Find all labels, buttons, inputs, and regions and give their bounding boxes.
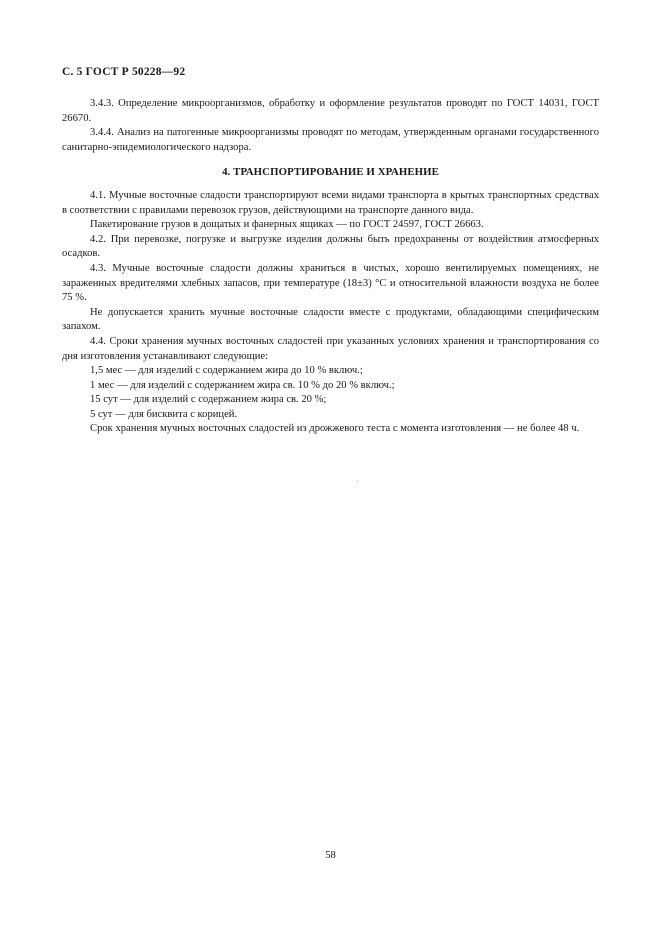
paragraph-packaging: Пакетирование грузов в дощатых и фанерных ящиках — по ГОСТ 24597, ГОСТ 26663.: [90, 219, 484, 231]
running-header: С. 5 ГОСТ Р 50228—92: [62, 66, 186, 78]
shelf-life-item: 1 мес — для изделий с содержанием жира св. 10 % до 20 % включ.;: [90, 379, 395, 391]
shelf-life-item: 1,5 мес — для изделий с содержанием жира до 10 % включ.;: [90, 365, 363, 377]
shelf-life-item: 15 сут — для изделий с содержанием жира св. 20 %;: [90, 394, 327, 406]
paragraph-3-4-4: 3.4.4. Анализ на патогенные микроорганизмы проводят по методам, утвержденным органами государственного санитарно-эпидемиологического надзора.: [62, 127, 599, 153]
paragraph-4-2: 4.2. При перевозке, погрузке и выгрузке изделия должны быть предохранены от воздействия атмосферных осадков.: [62, 233, 599, 260]
section-heading: 4. ТРАНСПОРТИРОВАНИЕ И ХРАНЕНИЕ: [222, 166, 439, 179]
paragraph-3-4-3: 3.4.3. Определение микроорганизмов, обработку и оформление результатов проводят по ГОСТ 14031, ГОСТ 26670.: [62, 98, 599, 124]
paragraph-4-1: 4.1. Мучные восточные сладости транспортируют всеми видами транспорта в крытых транспортных средствах в соответствии с правилами перевозок грузов, действующими на транспорте данного вида.: [62, 189, 599, 216]
shelf-life-item: 5 сут — для бисквита с корицей.: [90, 408, 238, 420]
scan-speck: [357, 481, 358, 482]
paragraph-4-3: 4.3. Мучные восточные сладости должны храниться в чистых, хорошо вентилируемых помещениях, не зараженных вредителями хлебных запасов, при температуре (18±3) °С и относительной влажности воздуха не более 75 %.: [62, 262, 599, 304]
paragraph-4-4: 4.4. Сроки хранения мучных восточных сладостей при указанных условиях хранения и транспортирования со дня изготовления устанавливают следующие:: [62, 335, 599, 362]
page-body: [62, 97, 599, 437]
paragraph-storage-restriction: Не допускается хранить мучные восточные сладости вместе с продуктами, обладающими специфическим запахом.: [62, 306, 599, 333]
paragraph-yeast-dough-shelf-life: Срок хранения мучных восточных сладостей из дрожжевого теста с момента изготовления — не более 48 ч.: [90, 423, 580, 435]
page-number: 58: [325, 850, 336, 861]
